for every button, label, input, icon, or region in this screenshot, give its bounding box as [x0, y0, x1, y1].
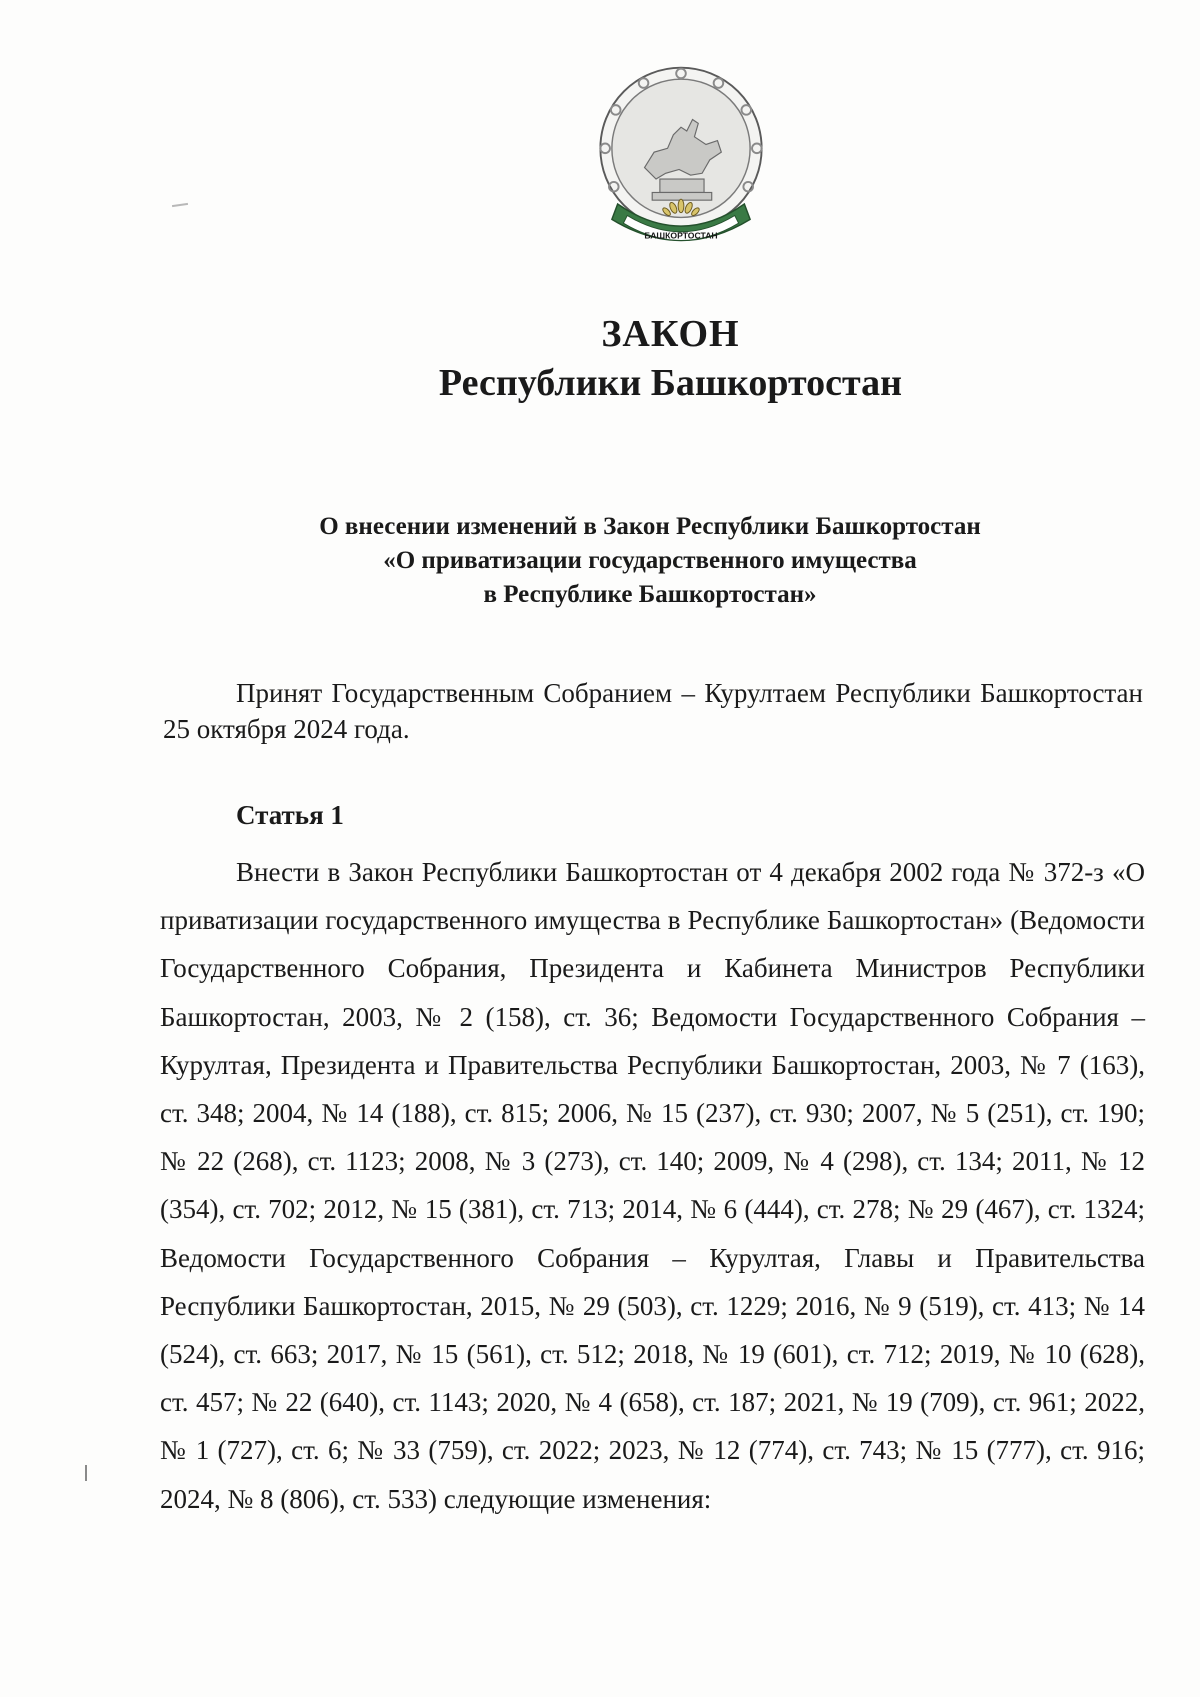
law-name-line: в Республике Башкортостан»	[483, 581, 817, 608]
bashkortostan-coat-of-arms-icon	[585, 60, 777, 252]
article-heading: Статья 1	[236, 800, 344, 830]
law-title: ЗАКОН	[601, 313, 740, 355]
scan-artifact	[85, 1465, 87, 1481]
law-name-line: «О приватизации государственного имущества	[383, 547, 917, 574]
law-name	[270, 510, 1030, 612]
scan-artifact	[172, 203, 188, 207]
law-subtitle: Республики Башкортостан	[438, 362, 903, 404]
emblem-ribbon-text: БАШКОРТОСТАН	[644, 230, 718, 241]
article-body: Внести в Закон Республики Башкортостан от 4 декабря 2002 года № 372-з «О приватизации государственного имущества в Республике Башкортостан» (Ведомости Государственного Собрания, Президента и Кабинета Министров Республики Башкортостан, 2003, № 2 (158), ст. 36; Ведомости Государственного Собрания – Курултая, Президента и Правительства Республики Башкортостан, 2003, № 7 (163), ст. 348; 2004, № 14 (188), ст. 815; 2006, № 15 (237), ст. 930; 2007, № 5 (251), ст. 190; № 22 (268), ст. 1123; 2008, № 3 (273), ст. 140; 2009, № 4 (298), ст. 134; 2011, № 12 (354), ст. 702; 2012, № 15 (381), ст. 713; 2014, № 6 (444), ст. 278; № 29 (467), ст. 1324; Ведомости Государственного Собрания – Курултая, Главы и Правительства Республики Башкортостан, 2015, № 29 (503), ст. 1229; 2016, № 9 (519), ст. 413; № 14 (524), ст. 663; 2017, № 15 (561), ст. 512; 2018, № 19 (601), ст. 712; 2019, № 10 (628), ст. 457; № 22 (640), ст. 1143; 2020, № 4 (658), ст. 187; 2021, № 19 (709), ст. 961; 2022, № 1 (727), ст. 6; № 33 (759), ст. 2022; 2023, № 12 (774), ст. 743; № 15 (777), ст. 916; 2024, № 8 (806), ст. 533) следующие изменения:	[160, 857, 1145, 1514]
adoption-statement: Принят Государственным Собранием – Курултаем Республики Башкортостан 25 октября 2024 года.	[163, 678, 1143, 744]
law-name-line: О внесении изменений в Закон Республики Башкортостан	[319, 513, 981, 540]
